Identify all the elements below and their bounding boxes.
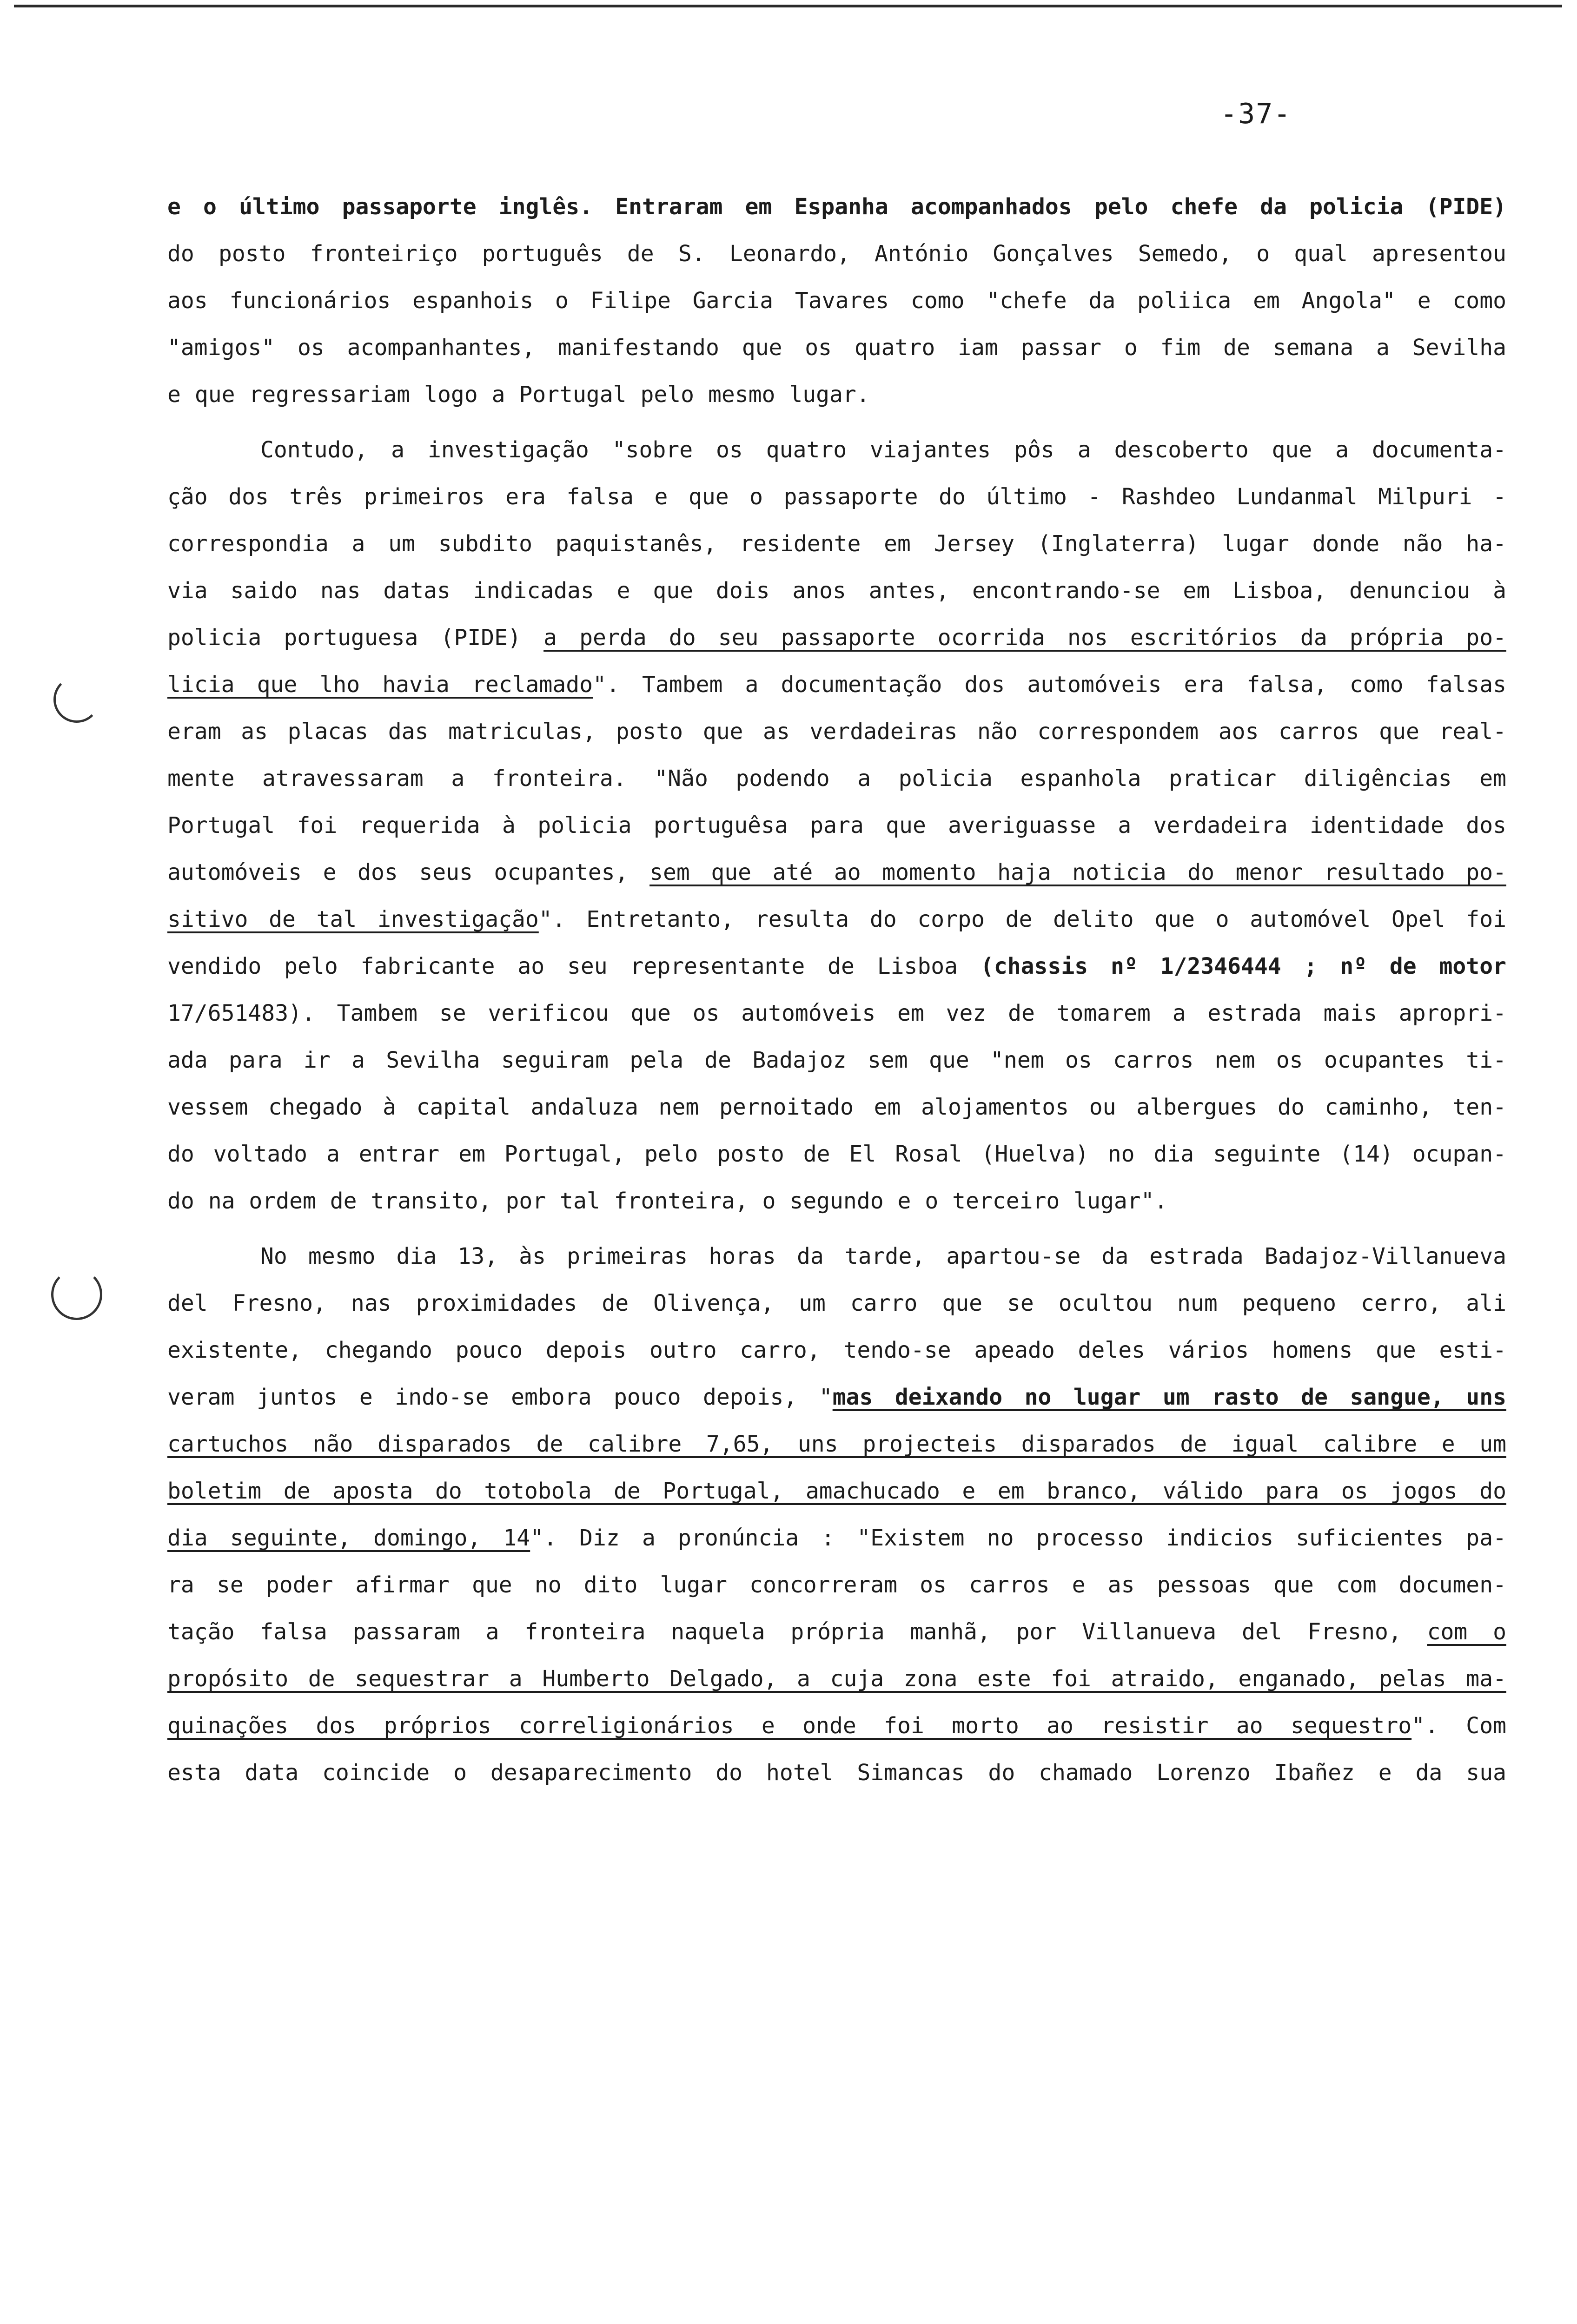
text-segment: Portugal foi requerida à policia portuguêsa para que averiguasse a verdadeira identidade dos [167, 812, 1506, 838]
page-number: -37- [1220, 98, 1292, 130]
text-line [167, 1131, 1506, 1178]
text-line [167, 943, 1506, 990]
text-segment: aos funcionários espanhois o Filipe Garcia Tavares como "chefe da poliica em Angola" e como [167, 288, 1506, 314]
text-line [167, 1468, 1506, 1515]
text-line [167, 1515, 1506, 1562]
text-segment: do posto fronteiriço português de S. Leonardo, António Gonçalves Semedo, o qual apresentou [167, 241, 1506, 267]
underlined-passage: mas deixando no lugar um rasto de sangue, uns [832, 1384, 1506, 1410]
underlined-passage: boletim de aposta do totobola de Portugal, amachucado e em branco, válido para os jogos do [167, 1478, 1506, 1504]
text-line [167, 1562, 1506, 1609]
text-segment: ". Entretanto, resulta do corpo de delito que o automóvel Opel foi [538, 906, 1507, 932]
text-line [167, 427, 1506, 474]
text-segment: existente, chegando pouco depois outro carro, tendo-se apeado deles vários homens que esti- [167, 1337, 1506, 1363]
text-segment: do voltado a entrar em Portugal, pelo posto de El Rosal (Huelva) no dia seguinte (14) ocupan- [167, 1141, 1506, 1167]
text-segment: No mesmo dia 13, às primeiras horas da tarde, apartou-se da estrada Badajoz-Villanueva [260, 1243, 1506, 1269]
text-line [167, 661, 1506, 708]
text-line [167, 1421, 1506, 1468]
text-segment: policia portuguesa (PIDE) [167, 625, 544, 651]
text-segment: via saido nas datas indicadas e que dois anos antes, encontrando-se em Lisboa, denunciou à [167, 578, 1506, 604]
text-segment: (chassis nº 1/2346444 ; nº de motor [980, 953, 1506, 979]
text-segment: do na ordem de transito, por tal fronteira, o segundo e o terceiro lugar". [167, 1188, 1168, 1214]
text-segment: ". Tambem a documentação dos automóveis era falsa, como falsas [593, 672, 1507, 698]
underlined-passage: propósito de sequestrar a Humberto Delgado, a cuja zona este foi atraido, enganado, pelas ma- [167, 1666, 1506, 1692]
text-segment: e que regressariam logo a Portugal pelo mesmo lugar. [167, 382, 870, 408]
text-line [167, 708, 1506, 755]
text-line [167, 521, 1506, 568]
underlined-passage: cartuchos não disparados de calibre 7,65, uns projecteis disparados de igual calibre e um [167, 1431, 1506, 1457]
text-line [167, 990, 1506, 1037]
text-segment: automóveis e dos seus ocupantes, [167, 859, 650, 885]
underlined-passage: sitivo de tal investigação [167, 906, 539, 932]
underlined-passage: quinações dos próprios correligionários e onde foi morto ao resistir ao sequestro [167, 1713, 1412, 1739]
text-line [167, 184, 1506, 231]
text-line [167, 614, 1506, 661]
text-line [167, 1609, 1506, 1656]
text-line [167, 1037, 1506, 1084]
punch-hole-mark [51, 1269, 102, 1320]
text-line [167, 277, 1506, 324]
text-segment: ção dos três primeiros era falsa e que o passaporte do último - Rashdeo Lundanmal Milpuri - [167, 484, 1506, 510]
text-segment: "amigos" os acompanhantes, manifestando que os quatro iam passar o fim de semana a Sevilha [167, 335, 1506, 361]
text-segment: eram as placas das matriculas, posto que as verdadeiras não correspondem aos carros que real- [167, 719, 1506, 745]
text-segment: tação falsa passaram a fronteira naquela própria manhã, por Villanueva del Fresno, [167, 1619, 1427, 1645]
text-line [167, 1280, 1506, 1327]
text-segment: veram juntos e indo-se embora pouco depois, " [167, 1384, 833, 1410]
text-line [167, 896, 1506, 943]
text-line [167, 324, 1506, 371]
underlined-passage: sem que até ao momento haja noticia do menor resultado po- [649, 859, 1506, 885]
text-line [167, 231, 1506, 277]
underlined-passage: com o [1427, 1619, 1506, 1645]
text-segment: correspondia a um subdito paquistanês, residente em Jersey (Inglaterra) lugar donde não ha- [167, 531, 1506, 557]
text-line [167, 474, 1506, 521]
text-line [167, 1703, 1506, 1750]
underlined-passage: a perda do seu passaporte ocorrida nos escritórios da própria po- [543, 625, 1506, 651]
text-line [167, 1084, 1506, 1131]
text-line [167, 1178, 1506, 1225]
text-line [167, 1374, 1506, 1421]
paragraph-gap [167, 418, 1506, 427]
text-line [167, 1327, 1506, 1374]
typewritten-body [167, 184, 1506, 1796]
underlined-passage: licia que lho havia reclamado [167, 672, 593, 698]
text-segment: Entraram em Espanha acompanhados pelo chefe da policia (PIDE) [615, 194, 1506, 220]
text-segment: e o último passaporte inglês. [167, 194, 616, 220]
text-line [167, 1750, 1506, 1796]
text-line [167, 1656, 1506, 1703]
underlined-passage: dia seguinte, domingo, 14 [167, 1525, 530, 1551]
text-segment: vendido pelo fabricante ao seu representante de Lisboa [167, 953, 981, 979]
text-segment: ". Com [1411, 1713, 1507, 1739]
top-rule [14, 5, 1562, 7]
text-segment: esta data coincide o desaparecimento do hotel Simancas do chamado Lorenzo Ibañez e da sua [167, 1760, 1506, 1786]
text-segment: vessem chegado à capital andaluza nem pernoitado em alojamentos ou albergues do caminho, ten- [167, 1094, 1506, 1120]
text-line [167, 755, 1506, 802]
text-segment: Contudo, a investigação "sobre os quatro viajantes pôs a descoberto que a documenta- [260, 437, 1506, 463]
paragraph-gap [167, 1225, 1506, 1233]
text-line [167, 371, 1506, 418]
text-segment: mente atravessaram a fronteira. "Não podendo a policia espanhola praticar diligências em [167, 766, 1506, 792]
punch-hole-mark [53, 676, 100, 723]
text-segment: ". Diz a pronúncia : "Existem no processo indicios suficientes pa- [530, 1525, 1507, 1551]
text-line [167, 802, 1506, 849]
text-segment: ada para ir a Sevilha seguiram pela de Badajoz sem que "nem os carros nem os ocupantes ti- [167, 1047, 1506, 1073]
text-segment: 17/651483). Tambem se verificou que os automóveis em vez de tomarem a estrada mais apropri- [167, 1000, 1506, 1026]
text-line [167, 849, 1506, 896]
text-segment: del Fresno, nas proximidades de Olivença, um carro que se ocultou num pequeno cerro, ali [167, 1290, 1506, 1316]
text-line [167, 1233, 1506, 1280]
text-line [167, 568, 1506, 614]
text-segment: ra se poder afirmar que no dito lugar concorreram os carros e as pessoas que com documen- [167, 1572, 1506, 1598]
